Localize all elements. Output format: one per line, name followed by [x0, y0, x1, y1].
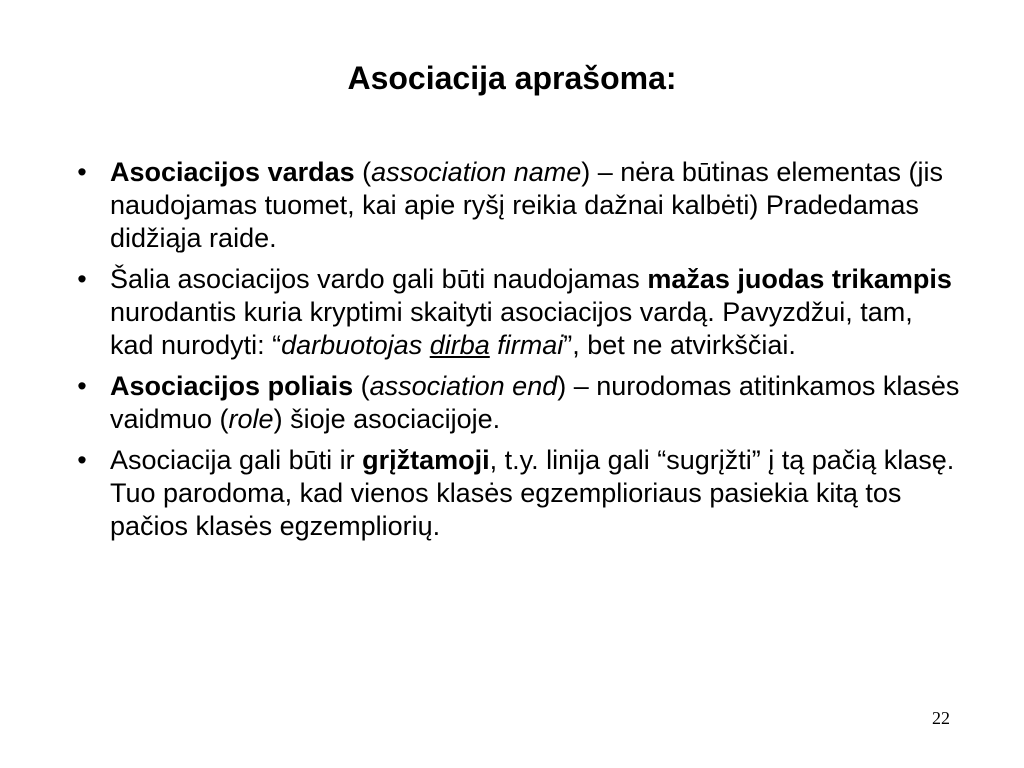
list-item: [72, 263, 962, 362]
role-word-italic: role: [228, 404, 274, 434]
bullet-icon: •: [77, 371, 87, 401]
english-term-italic: association name: [371, 157, 582, 187]
text-run: nurodantis kuria kryptimi skaityti asociacijos vardą. Pavyzdžui, tam, kad nurodyti: “: [110, 297, 913, 360]
text-run: (: [354, 157, 372, 187]
text-run: ) – nurodomas atitinkamos klasės vaidmuo (: [110, 371, 960, 434]
example-word-italic: firmai: [497, 330, 564, 360]
list-item: [72, 156, 962, 255]
text-run: Šalia asociacijos vardo gali būti naudojamas: [110, 264, 648, 294]
list-item: [72, 444, 962, 543]
page-number: 22: [932, 708, 950, 728]
text-run: ”, bet ne atvirkščiai.: [563, 330, 796, 360]
text-run: , t.y. linija gali “sugrįžti” į tą pačią klasę. Tuo parodoma, kad vienos klasės egzemplioriaus pasiekia kitą tos pačios klasės egzempliorių.: [110, 445, 955, 541]
bullet-icon: •: [77, 264, 87, 294]
bold-phrase: mažas juodas trikampis: [647, 264, 952, 294]
example-word-italic: darbuotojas: [281, 330, 423, 360]
bold-phrase: grįžtamoji: [362, 445, 490, 475]
bullet-icon: •: [77, 157, 87, 187]
bullet-icon: •: [77, 445, 87, 475]
example-word-underlined: dirba: [429, 330, 490, 360]
list-item: [72, 370, 962, 436]
text-run: ) šioje asociacijoje.: [273, 404, 501, 434]
text-run: ) – nėra būtinas elementas (jis naudojamas tuomet, kai apie ryšį reikia dažnai kalbėti) Pradedamas didžiąja raide.: [110, 157, 943, 253]
text-run: Asociacija gali būti ir: [110, 445, 363, 475]
text-run: (: [353, 371, 370, 401]
slide-title: Asociacija aprašoma:: [347, 60, 677, 96]
text-run: [422, 330, 430, 360]
term-bold: Asociacijos poliais: [110, 371, 354, 401]
english-term-italic: association end: [369, 371, 558, 401]
term-bold: Asociacijos vardas: [110, 157, 355, 187]
bullet-list: [72, 156, 962, 551]
